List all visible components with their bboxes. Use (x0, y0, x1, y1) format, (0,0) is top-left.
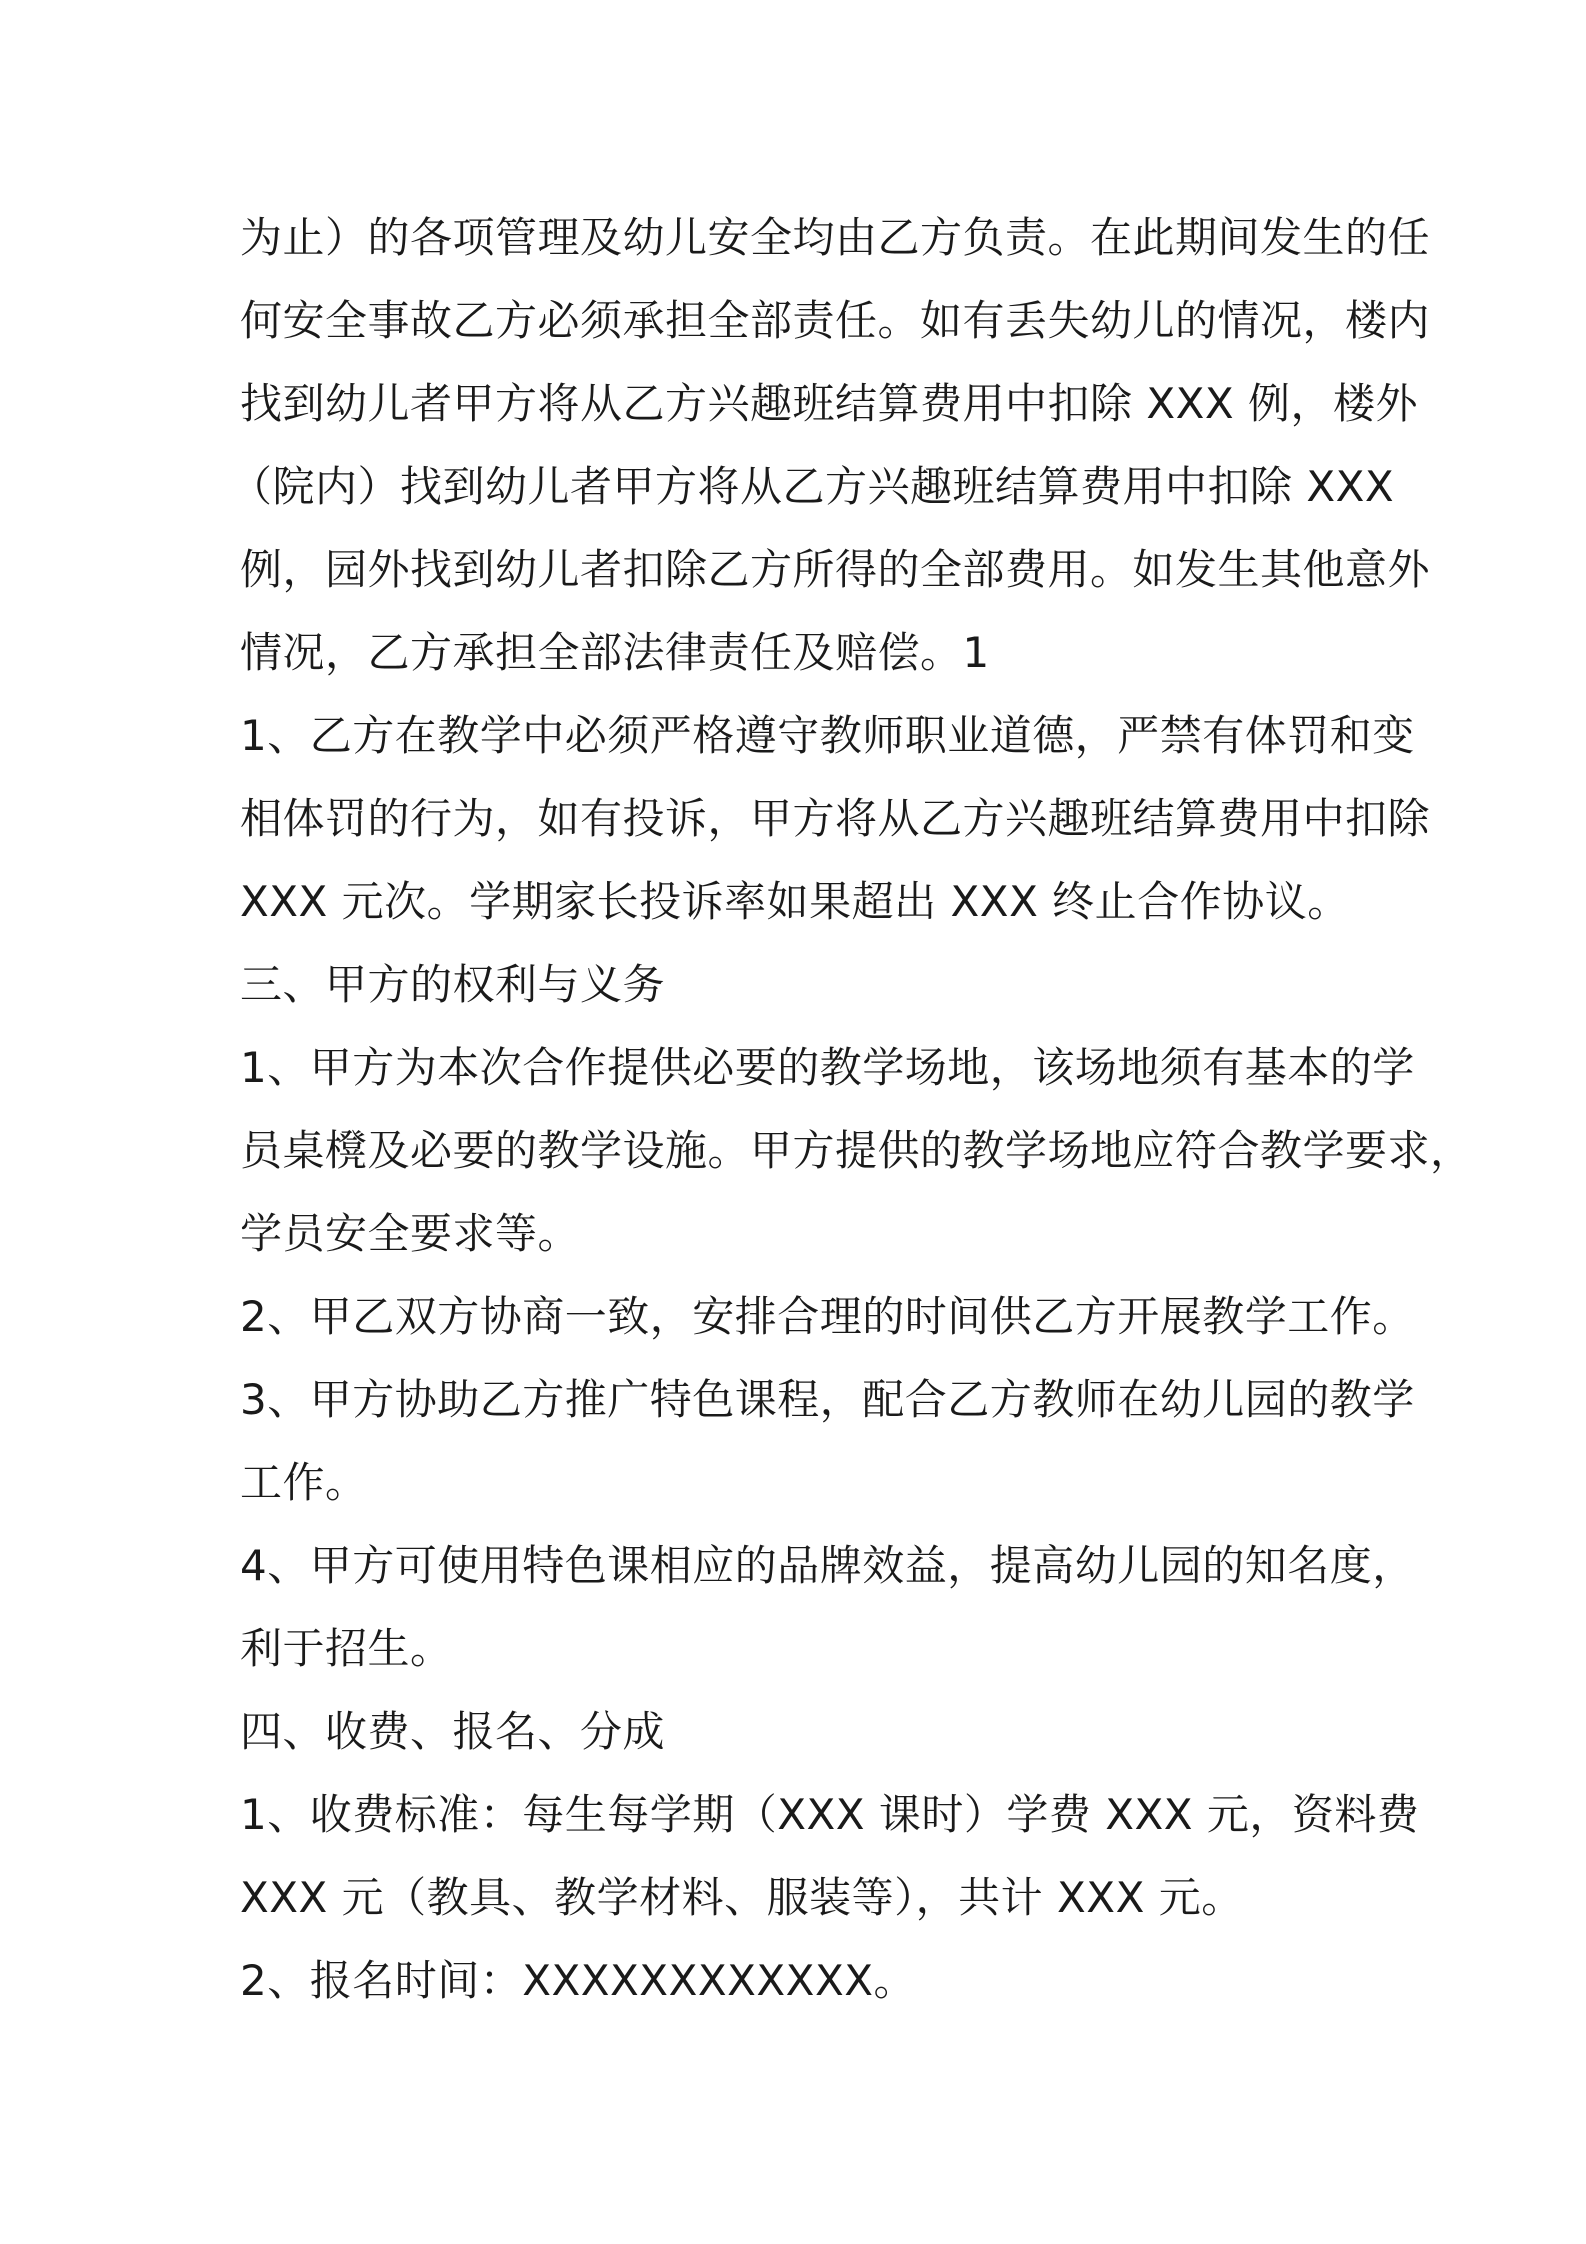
list-item-line: 2、报名时间：XXXXXXXXXXXX。 (240, 1956, 916, 2005)
list-item-line: XXX 元（教具、教学材料、服装等），共计 XXX 元。 (240, 1873, 1244, 1922)
paragraph-line: 找到幼儿者甲方将从乙方兴趣班结算费用中扣除 XXX 例，楼外 (240, 379, 1419, 428)
list-item-line: 3、甲方协助乙方推广特色课程，配合乙方教师在幼儿园的教学 (240, 1375, 1415, 1424)
list-item-line: 员桌櫈及必要的教学设施。甲方提供的教学场地应符合教学要求， (240, 1126, 1473, 1175)
list-item-line: 1、收费标准：每生每学期（XXX 课时）学费 XXX 元，资料费 (240, 1790, 1420, 1839)
list-item-line: 4、甲方可使用特色课相应的品牌效益，提高幼儿园的知名度， (240, 1541, 1415, 1590)
list-item-line: 相体罚的行为，如有投诉，甲方将从乙方兴趣班结算费用中扣除 (240, 794, 1431, 843)
paragraph-line: 何安全事故乙方必须承担全部责任。如有丢失幼儿的情况，楼内 (240, 296, 1431, 345)
list-item-line: 利于招生。 (240, 1624, 453, 1673)
paragraph-line: 情况，乙方承担全部法律责任及赔偿。1 (240, 628, 990, 677)
section-heading: 四、收费、报名、分成 (240, 1707, 666, 1756)
paragraph-line: （院内）找到幼儿者甲方将从乙方兴趣班结算费用中扣除 XXX (230, 462, 1395, 511)
list-item-line: 1、乙方在教学中必须严格遵守教师职业道德，严禁有体罚和变 (240, 711, 1415, 760)
section-heading: 三、甲方的权利与义务 (240, 960, 666, 1009)
list-item-line: 学员安全要求等。 (240, 1209, 581, 1258)
document-page (230, 196, 1473, 2022)
paragraph-line: 例，园外找到幼儿者扣除乙方所得的全部费用。如发生其他意外 (240, 545, 1431, 594)
list-item-line: 1、甲方为本次合作提供必要的教学场地，该场地须有基本的学 (240, 1043, 1415, 1092)
paragraph-line: 为止）的各项管理及幼儿安全均由乙方负责。在此期间发生的任 (240, 213, 1431, 262)
list-item-line: 2、甲乙双方协商一致，安排合理的时间供乙方开展教学工作。 (240, 1292, 1415, 1341)
list-item-line: 工作。 (240, 1458, 368, 1507)
list-item-line: XXX 元次。学期家长投诉率如果超出 XXX 终止合作协议。 (240, 877, 1350, 926)
